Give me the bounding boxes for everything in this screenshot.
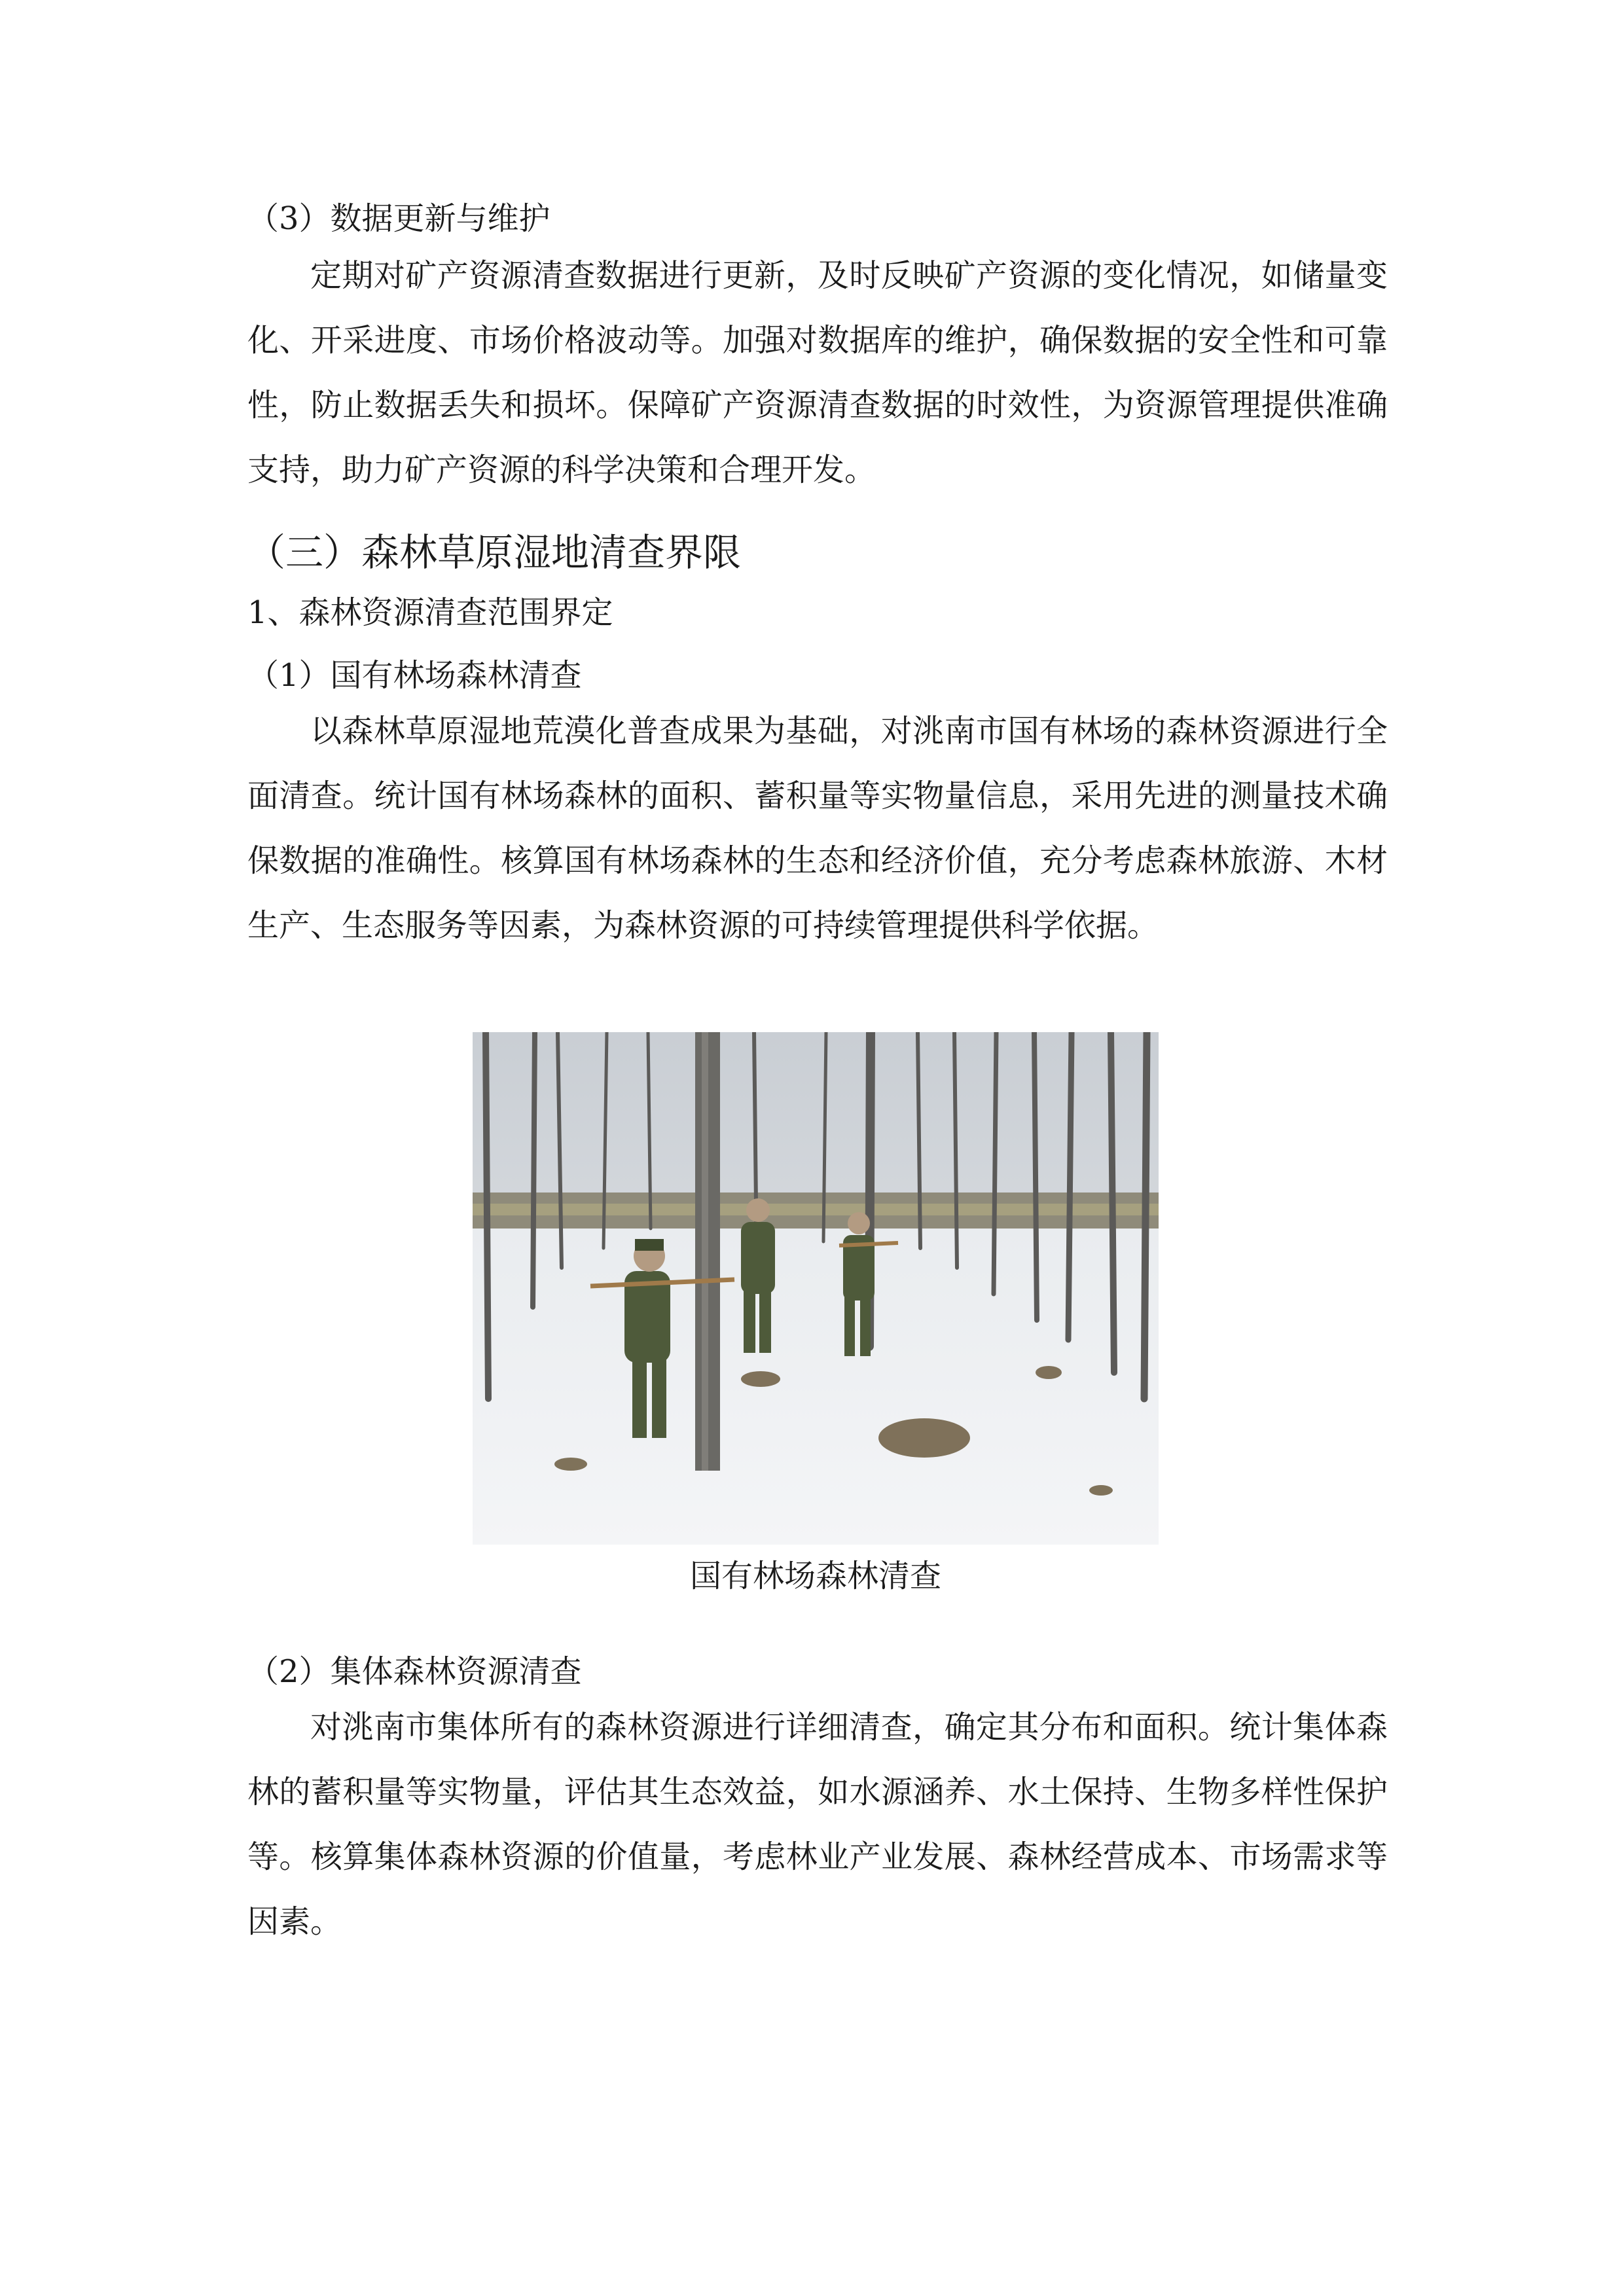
- section-heading-data-update: （3）数据更新与维护: [247, 200, 550, 237]
- forest-survey-photo-drawing: [473, 1032, 1159, 1545]
- item-heading-state-forest-farm: （1）国有林场森林清查: [247, 657, 582, 694]
- paragraph-state-forest-farm: 以森林草原湿地荒漠化普查成果为基础，对洮南市国有林场的森林资源进行全面清查。统计国有林场森林的面积、蓄积量等实物量信息，采用先进的测量技术确保数据的准确性。核算国有林场森林的生态和经济价值，充分考虑森林旅游、木材生产、生态服务等因素，为森林资源的可持续管理提供科学依据。: [247, 713, 1388, 944]
- figure-caption: 国有林场森林清查: [689, 1558, 941, 1594]
- section-heading-forest-grassland-wetland: （三）森林草原湿地清查界限: [247, 530, 742, 575]
- item-heading-collective-forest: （2）集体森林资源清查: [247, 1653, 582, 1690]
- subsection-heading-forest-scope: 1、森林资源清查范围界定: [247, 594, 613, 631]
- paragraph-data-update: 定期对矿产资源清查数据进行更新，及时反映矿产资源的变化情况，如储量变化、开采进度、市场价格波动等。加强对数据库的维护，确保数据的安全性和可靠性，防止数据丢失和损坏。保障矿产资源清查数据的时效性，为资源管理提供准确支持，助力矿产资源的科学决策和合理开发。: [247, 257, 1388, 488]
- forest-survey-photo: [473, 1032, 1159, 1545]
- paragraph-collective-forest: 对洮南市集体所有的森林资源进行详细清查，确定其分布和面积。统计集体森林的蓄积量等实物量，评估其生态效益，如水源涵养、水土保持、生物多样性保护等。核算集体森林资源的价值量，考虑林业产业发展、森林经营成本、市场需求等因素。: [247, 1709, 1388, 1940]
